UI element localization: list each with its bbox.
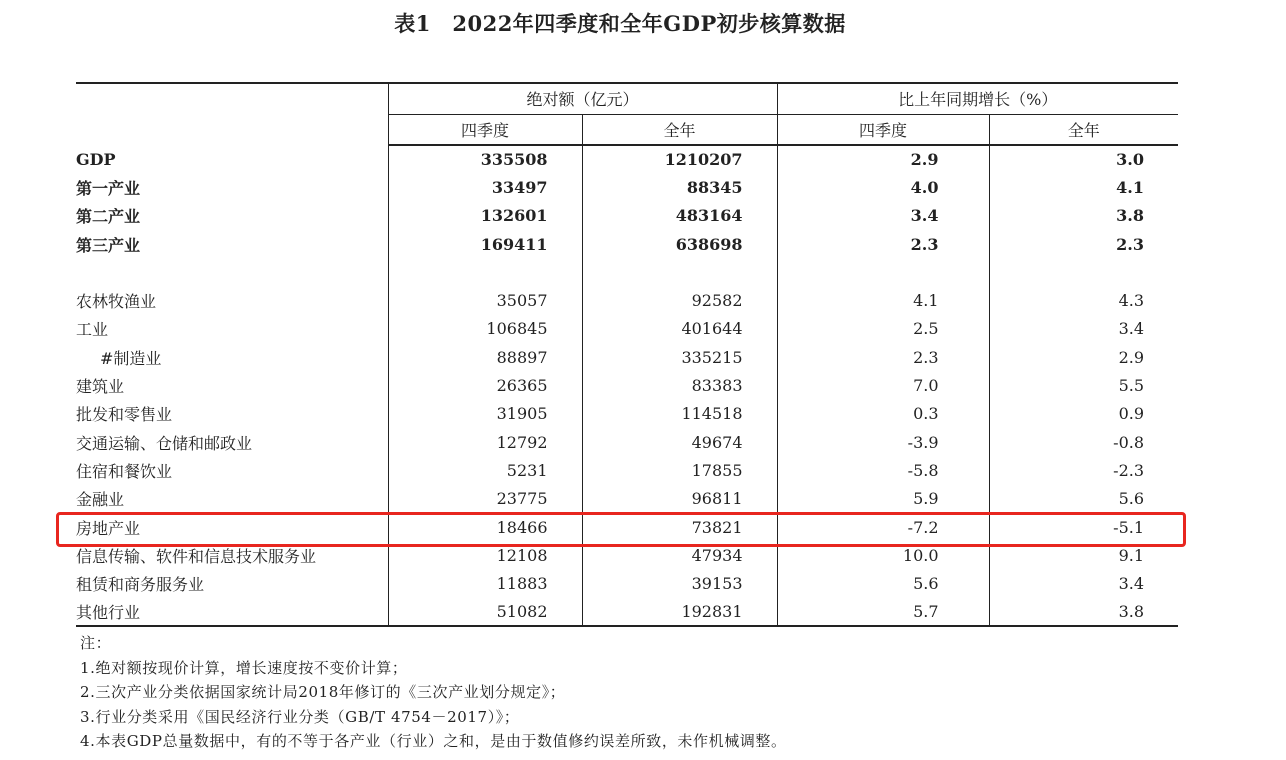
cell-q4-abs: 35057 — [388, 286, 582, 314]
row-label: 第三产业 — [76, 235, 141, 255]
cell-q4-growth: 5.6 — [777, 569, 989, 597]
header-blank — [76, 83, 388, 145]
cell-q4-abs: 5231 — [388, 456, 582, 484]
row-label: 交通运输、仓储和邮政业 — [76, 433, 253, 453]
cell-q4-growth: 2.3 — [777, 343, 989, 371]
row-label: 金融业 — [76, 490, 125, 510]
cell-q4-abs: 132601 — [388, 202, 582, 230]
cell-q4-growth: 2.5 — [777, 315, 989, 343]
table-row — [76, 598, 1178, 626]
cell-year-abs: 49674 — [582, 428, 777, 456]
table-notes — [80, 631, 787, 754]
row-label: 工业 — [76, 320, 109, 340]
cell-year-abs: 83383 — [582, 371, 777, 399]
cell-year-abs: 483164 — [582, 202, 777, 230]
cell-year-abs: 114518 — [582, 400, 777, 428]
cell-year-growth: 2.3 — [989, 230, 1178, 258]
cell-year-growth: 4.1 — [989, 173, 1178, 201]
row-label: GDP — [76, 149, 116, 169]
table-row — [76, 485, 1178, 513]
row-label: 租赁和商务服务业 — [76, 575, 205, 595]
cell-q4-growth: -3.9 — [777, 428, 989, 456]
table-row — [76, 173, 1178, 201]
cell-q4-growth: 4.0 — [777, 173, 989, 201]
cell-q4-growth: 3.4 — [777, 202, 989, 230]
cell-year-growth: 3.0 — [989, 145, 1178, 173]
cell-q4-abs: 18466 — [388, 513, 582, 541]
cell-q4-growth: -5.8 — [777, 456, 989, 484]
cell-q4-abs: 88897 — [388, 343, 582, 371]
table-row — [76, 428, 1178, 456]
cell-q4-growth: 2.9 — [777, 145, 989, 173]
cell-q4-growth: 2.3 — [777, 230, 989, 258]
cell-q4-abs: 11883 — [388, 569, 582, 597]
table-row — [76, 202, 1178, 230]
cell-year-growth: 3.4 — [989, 315, 1178, 343]
table-row — [76, 569, 1178, 597]
cell-q4-abs: 33497 — [388, 173, 582, 201]
cell-year-growth: -2.3 — [989, 456, 1178, 484]
cell-year-growth: 5.5 — [989, 371, 1178, 399]
cell-year-abs: 638698 — [582, 230, 777, 258]
cell-year-abs: 47934 — [582, 541, 777, 569]
cell-year-abs: 401644 — [582, 315, 777, 343]
page-title: 表1 2022年四季度和全年GDP初步核算数据 — [394, 11, 846, 36]
table-row — [76, 400, 1178, 428]
cell-year-abs: 1210207 — [582, 145, 777, 173]
cell-q4-abs: 12792 — [388, 428, 582, 456]
cell-q4-abs: 335508 — [388, 145, 582, 173]
cell-year-growth: 2.9 — [989, 343, 1178, 371]
table-row — [76, 145, 1178, 173]
cell-q4-growth: 10.0 — [777, 541, 989, 569]
cell-q4-growth: 0.3 — [777, 400, 989, 428]
row-label: 其他行业 — [76, 598, 388, 626]
cell-year-growth: 5.6 — [989, 485, 1178, 513]
cell-q4-growth: 7.0 — [777, 371, 989, 399]
cell-year-growth: -5.1 — [989, 513, 1178, 541]
table-row-real-estate — [76, 513, 1178, 541]
cell-year-growth: 3.4 — [989, 569, 1178, 597]
row-label: 第一产业 — [76, 178, 141, 198]
cell-year-growth: -0.8 — [989, 428, 1178, 456]
row-label: #制造业 — [100, 348, 162, 368]
cell-year-growth: 3.8 — [989, 202, 1178, 230]
cell-year-growth: 9.1 — [989, 541, 1178, 569]
table-row — [76, 230, 1178, 258]
note-item: 3.行业分类采用《国民经济行业分类（GB/T 4754－2017）》； — [80, 707, 520, 726]
cell-q4-growth: 5.7 — [777, 598, 989, 626]
cell-year-abs: 96811 — [582, 485, 777, 513]
row-label: 房地产业 — [76, 518, 141, 538]
row-label: 第二产业 — [76, 207, 141, 227]
spacer-row — [76, 258, 1178, 286]
row-label: 信息传输、软件和信息技术服务业 — [76, 546, 317, 566]
cell-year-abs: 88345 — [582, 173, 777, 201]
header-abs-q4: 四季度 — [388, 114, 582, 145]
cell-q4-growth: 5.9 — [777, 485, 989, 513]
cell-q4-abs: 51082 — [388, 598, 582, 626]
table-row — [76, 315, 1178, 343]
cell-year-growth: 0.9 — [989, 400, 1178, 428]
cell-q4-growth: -7.2 — [777, 513, 989, 541]
cell-year-abs: 92582 — [582, 286, 777, 314]
header-growth-group: 比上年同期增长（%） — [777, 83, 1178, 114]
row-label: 建筑业 — [76, 377, 125, 397]
header-absolute-group: 绝对额（亿元） — [388, 83, 777, 114]
header-growth-q4: 四季度 — [777, 114, 989, 145]
gdp-table — [76, 82, 1178, 627]
table-row — [76, 286, 1178, 314]
notes-heading: 注： — [80, 634, 112, 652]
cell-q4-abs: 26365 — [388, 371, 582, 399]
cell-year-growth: 4.3 — [989, 286, 1178, 314]
cell-q4-abs: 169411 — [388, 230, 582, 258]
cell-q4-abs: 12108 — [388, 541, 582, 569]
cell-year-abs: 39153 — [582, 569, 777, 597]
cell-q4-abs: 23775 — [388, 485, 582, 513]
row-label: 农林牧渔业 — [76, 292, 157, 312]
cell-year-abs: 73821 — [582, 513, 777, 541]
cell-year-growth: 3.8 — [989, 598, 1178, 626]
table-row — [76, 371, 1178, 399]
cell-q4-growth: 4.1 — [777, 286, 989, 314]
cell-q4-abs: 106845 — [388, 315, 582, 343]
cell-q4-abs: 31905 — [388, 400, 582, 428]
note-item: 1.绝对额按现价计算，增长速度按不变价计算； — [80, 658, 408, 677]
row-label: 住宿和餐饮业 — [76, 461, 173, 481]
row-label: 批发和零售业 — [76, 405, 173, 425]
table-row — [76, 456, 1178, 484]
cell-year-abs: 335215 — [582, 343, 777, 371]
table-row — [76, 343, 1178, 371]
header-growth-year: 全年 — [989, 114, 1178, 145]
note-item: 4.本表GDP总量数据中，有的不等于各产业（行业）之和，是由于数值修约误差所致，未作机械调整。 — [80, 732, 787, 750]
cell-year-abs: 17855 — [582, 456, 777, 484]
header-abs-year: 全年 — [582, 114, 777, 145]
note-item: 2.三次产业分类依据国家统计局2018年修订的《三次产业划分规定》； — [80, 683, 566, 701]
table-row — [76, 541, 1178, 569]
cell-year-abs: 192831 — [582, 598, 777, 626]
